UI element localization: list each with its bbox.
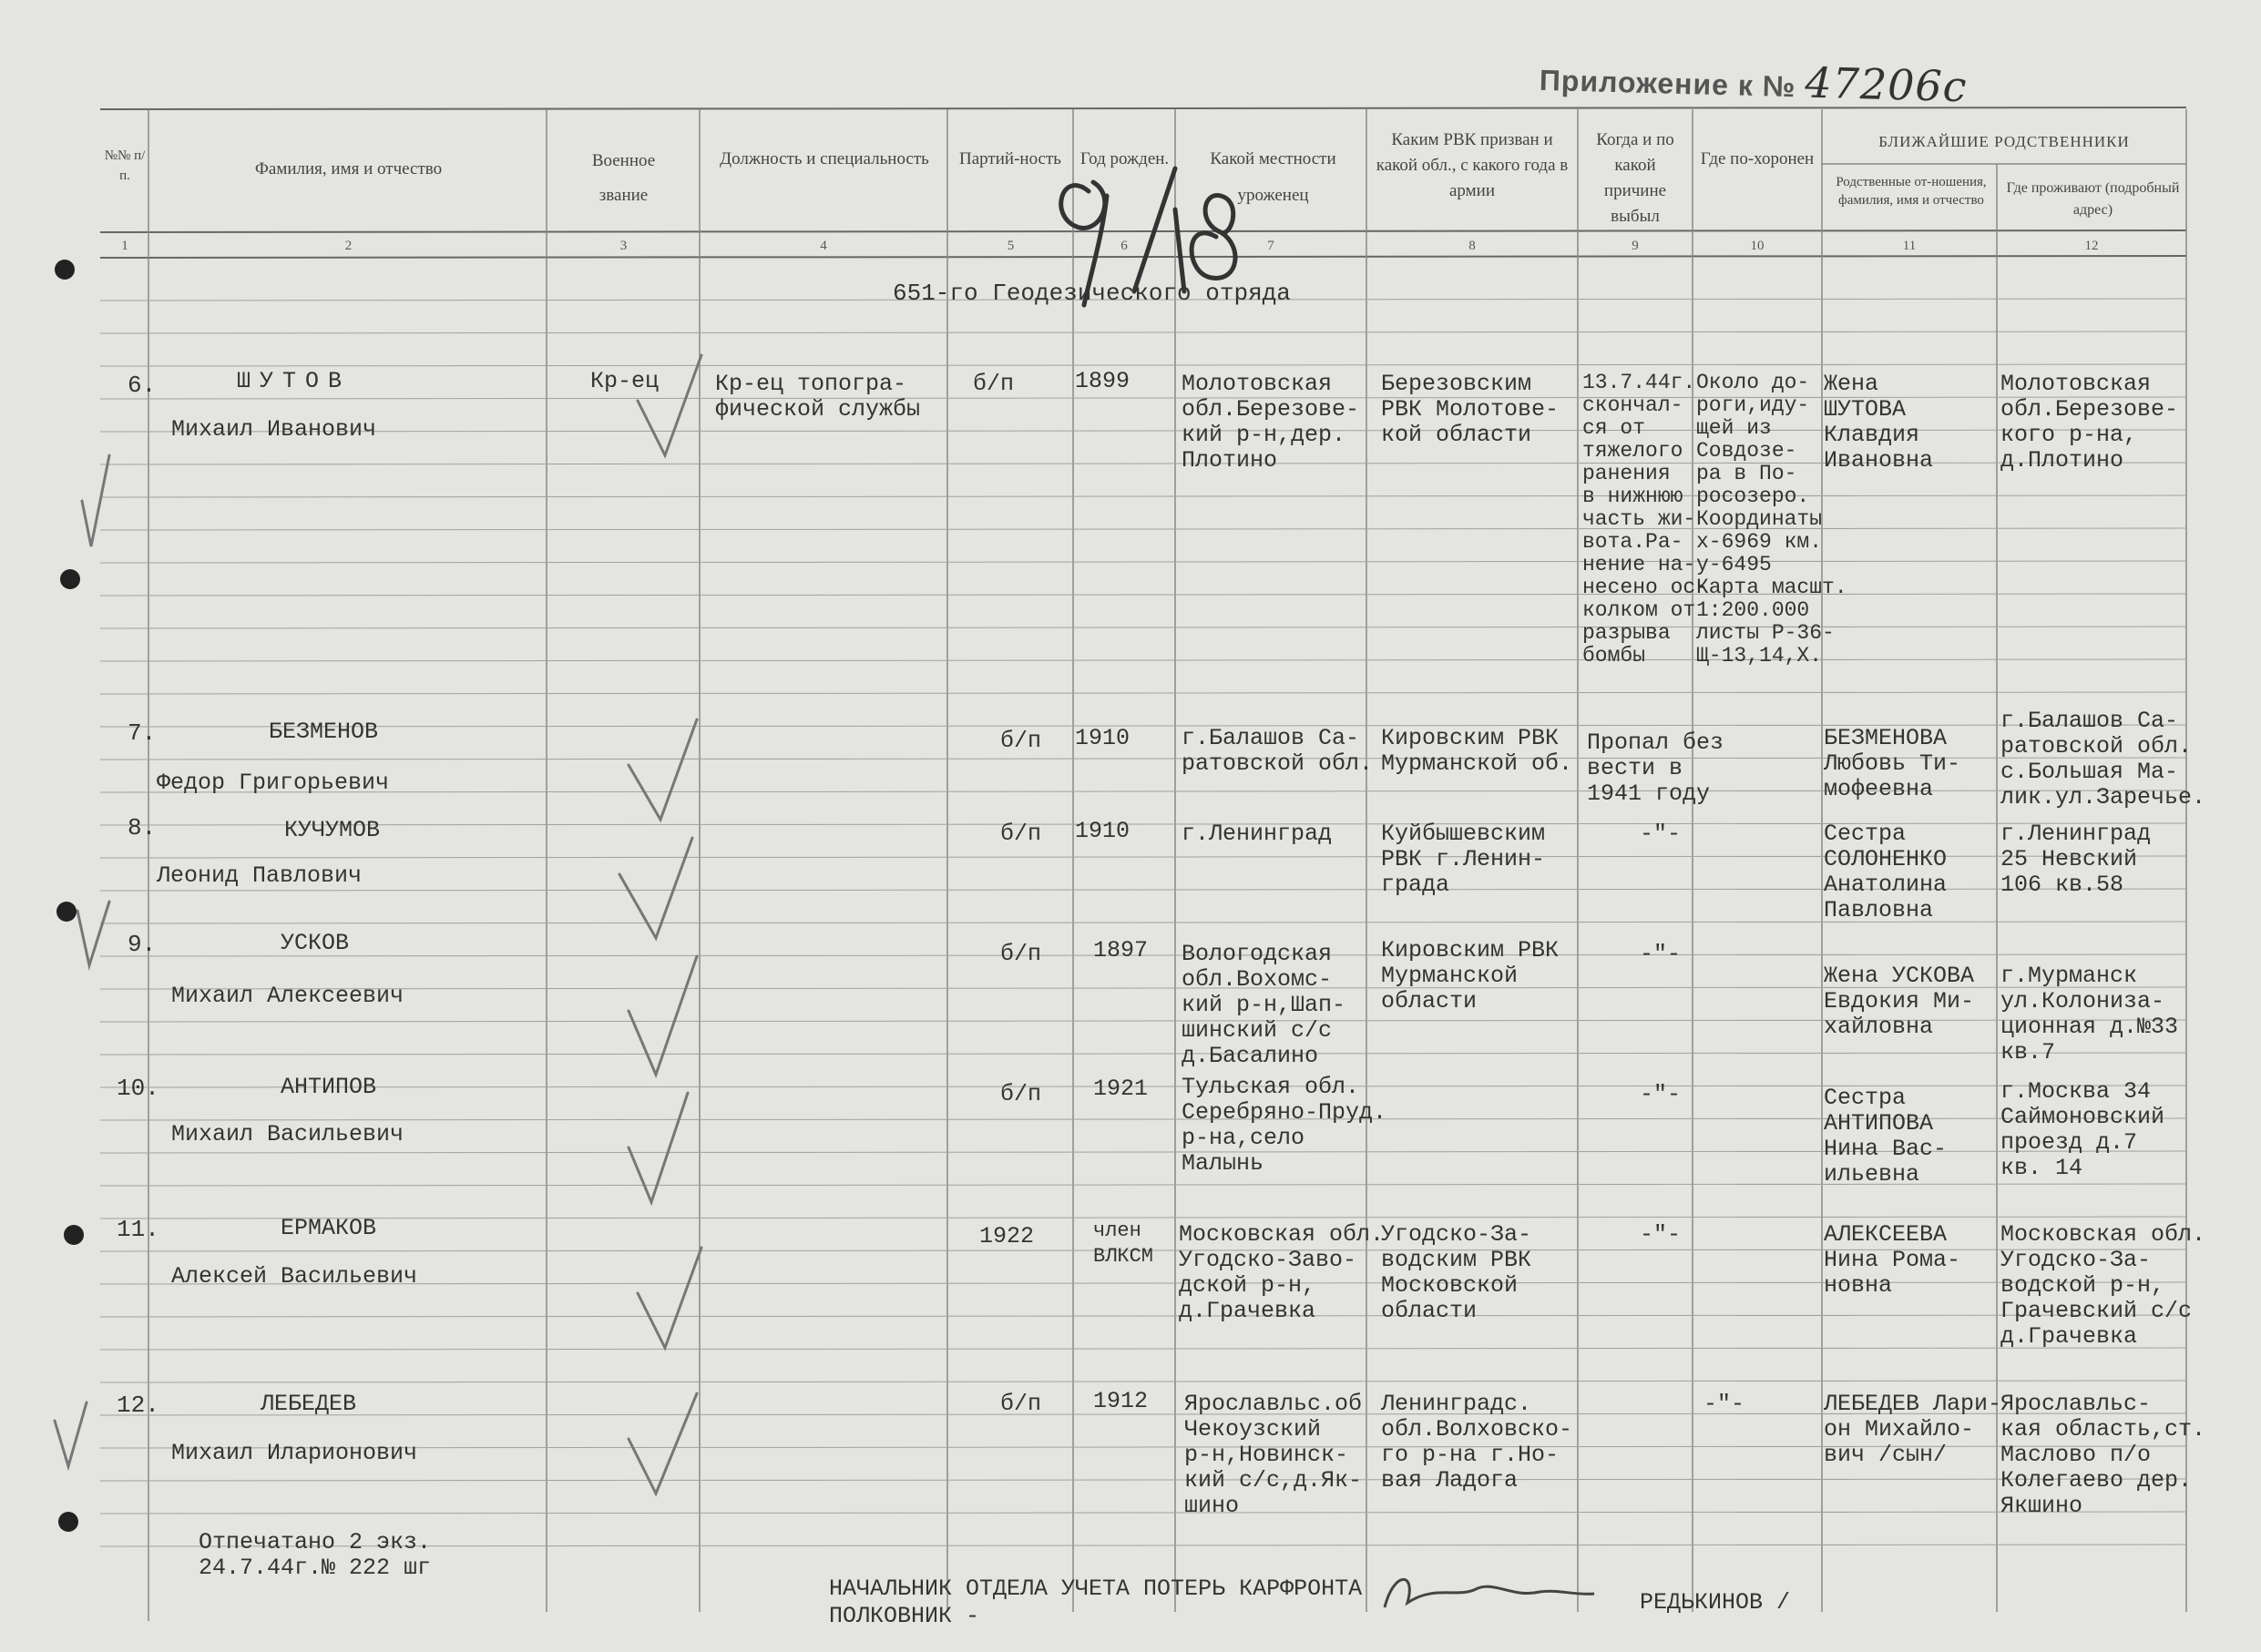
row-birth-year: 1922 (979, 1223, 1035, 1249)
row-birthplace: г.Ленинград (1182, 821, 1333, 847)
row-number: 7. (128, 719, 157, 747)
row-surname: АНТИПОВ (281, 1074, 377, 1100)
punch-hole (55, 260, 75, 280)
row-given-name: Леонид Павлович (157, 862, 363, 889)
row-birth-year: 1897 (1093, 937, 1149, 964)
row-birth-year: 1910 (1075, 725, 1130, 751)
row-party: б/п (1000, 728, 1042, 754)
row-address: г.Мурманск ул.Колониза- ционная д.№33 кв.7 (2000, 963, 2179, 1066)
row-when-left: -"- (1640, 1081, 1682, 1107)
row-address: Московская обл. Угодско-За- водской р-н, Грачевский с/с д.Грачевка (2000, 1221, 2206, 1350)
col-num-2: 2 (344, 239, 353, 253)
row-surname: КУЧУМОВ (284, 817, 381, 843)
row-birth-year: 1899 (1075, 368, 1130, 394)
row-when-left: -"- (1640, 1221, 1682, 1248)
col-header-10: Где по-хоронен (1700, 149, 1815, 168)
row-rvk: Куйбышевским РВК г.Ленин- града (1381, 821, 1546, 898)
print-note: Отпечатано 2 экз. 24.7.44г.№ 222 шг (199, 1529, 432, 1581)
col-num-1: 1 (121, 239, 128, 253)
row-number: 10. (117, 1075, 159, 1102)
col-header-11: Родственные от-ношения, фамилия, имя и отчество (1836, 175, 1987, 208)
row-position: Кр-ец топогра- фической службы (715, 371, 921, 423)
row-number: 6. (128, 372, 157, 399)
row-address: г.Москва 34 Саймоновский проезд д.7 кв. 14 (2000, 1078, 2165, 1181)
row-address: г.Ленинград 25 Невский 106 кв.58 (2000, 821, 2152, 898)
row-number: 12. (117, 1392, 159, 1419)
row-when-left: 13.7.44г. скончал- ся от тяжелого ранения в нижнюю часть жи- вота.Ра- нение на- несено ос- колком от разрыва бомбы (1582, 371, 1709, 668)
row-given-name: Михаил Иларионович (171, 1440, 418, 1466)
row-when-left: -"- (1640, 821, 1682, 847)
row-when-left: -"- (1640, 941, 1682, 967)
row-relative: БЕЗМЕНОВА Любовь Ти- мофеевна (1824, 725, 1961, 802)
col-num-7: 7 (1267, 239, 1274, 253)
col-header-3: Военное звание (591, 151, 656, 205)
row-party: б/п (973, 371, 1015, 397)
appendix-label: Приложение к № (1539, 63, 1796, 104)
row-party: б/п (1000, 1081, 1042, 1107)
col-header-2: Фамилия, имя и отчество (254, 159, 443, 178)
section-title: 651-го Геодезического отряда (893, 280, 1291, 307)
row-birthplace: Вологодская обл.Вохомс- кий р-н,Шап- шинский с/с д.Басалино (1182, 941, 1346, 1069)
row-party: б/п (1000, 821, 1042, 847)
col-num-4: 4 (820, 239, 827, 253)
row-rank: Кр-ец (590, 368, 660, 394)
col-num-12: 12 (2084, 239, 2099, 253)
row-given-name: Федор Григорьевич (157, 770, 390, 796)
punch-hole (60, 569, 80, 589)
row-given-name: Алексей Васильевич (171, 1263, 418, 1290)
row-birth-year: 1921 (1093, 1076, 1149, 1102)
row-number: 11. (117, 1216, 159, 1243)
col-num-6: 6 (1120, 239, 1128, 253)
row-birthplace: Московская обл. Угодско-Заво- дской р-н, д.Грачевка (1179, 1221, 1385, 1324)
row-relative: Сестра СОЛОНЕНКО Анатолина Павловна (1824, 821, 1948, 923)
row-relative: АЛЕКСЕЕВА Нина Рома- новна (1824, 1221, 1961, 1299)
row-party: б/п (1000, 941, 1042, 967)
row-buried: Около до- роги,иду- щей из Совдозе- ра в По- росозеро. Координаты х-6969 км. у-6495 Карта масшт. 1:200.000 листы Р-36- Щ-13,14,Х. (1696, 371, 1847, 668)
col-num-9: 9 (1632, 239, 1639, 253)
punch-hole (64, 1225, 84, 1245)
row-rvk: Кировским РВК Мурманской об. (1381, 725, 1573, 777)
col-header-12: Где проживают (подробный адрес) (2006, 180, 2180, 218)
appendix-number: 47206с (1804, 57, 1969, 112)
row-birthplace: Молотовская обл.Березове- кий р-н,дер. Плотино (1182, 371, 1360, 474)
row-when-left: -"- (1703, 1391, 1745, 1417)
row-surname: ЛЕБЕДЕВ (261, 1391, 357, 1417)
col-header-7: Какой местности уроженец (1210, 149, 1336, 205)
row-rvk: Угодско-За- водским РВК Московской области (1381, 1221, 1532, 1324)
row-surname: ШУТОВ (237, 368, 352, 394)
punch-hole (56, 902, 77, 922)
row-address: г.Балашов Са- ратовской обл. с.Большая Ма- лик.ул.Заречье. (2000, 708, 2206, 811)
row-birthplace: Тульская обл. Серебряно-Пруд. р-на,село Малынь (1182, 1074, 1387, 1177)
row-address: Молотовская обл.Березове- кого р-на, д.Плотино (2000, 371, 2179, 474)
row-party: б/п (1000, 1391, 1042, 1417)
row-surname: ЕРМАКОВ (281, 1215, 377, 1241)
col-header-4: Должность и специальность (720, 149, 929, 168)
row-rvk: Березовским РВК Молотове- кой области (1381, 371, 1560, 448)
row-surname: БЕЗМЕНОВ (269, 719, 379, 745)
row-given-name: Михаил Алексеевич (171, 983, 404, 1009)
row-number: 9. (128, 931, 157, 958)
col-header-6: Год рожден. (1079, 149, 1170, 168)
punch-hole (58, 1512, 78, 1532)
row-relative: ЛЕБЕДЕВ Лари- он Михайло- вич /сын/ (1824, 1391, 2002, 1468)
row-relative: Сестра АНТИПОВА Нина Вас- ильевна (1824, 1085, 1948, 1188)
col-header-8: Каким РВК призван и какой обл., с какого года в армии (1376, 130, 1569, 200)
col-header-5: Партий-ность (959, 149, 1061, 168)
row-number: 8. (128, 814, 157, 841)
row-birthplace: г.Балашов Са- ратовской обл. (1182, 725, 1374, 777)
signer-name: РЕДЬКИНОВ / (1640, 1589, 1791, 1616)
chief-signature-block: НАЧАЛЬНИК ОТДЕЛА УЧЕТА ПОТЕРЬ КАРФРОНТА ПОЛКОВНИК - (829, 1576, 1363, 1629)
row-relative: Жена ШУТОВА Клавдия Ивановна (1824, 371, 1934, 474)
row-address: Ярославльс- кая область,ст. Маслово п/о Колегаево дер. Якшино (2000, 1391, 2206, 1519)
col-header-1: №№ п/п. (104, 148, 146, 183)
col-header-9: Когда и по какой причине выбыл (1596, 130, 1674, 226)
row-party: член ВЛКСМ (1093, 1219, 1154, 1268)
row-rvk: Ленинградс. обл.Волховско- го р-на г.Но- вая Ладога (1381, 1391, 1573, 1494)
relatives-header: БЛИЖАЙШИЕ РОДСТВЕННИКИ (1878, 133, 2130, 150)
col-num-3: 3 (619, 239, 628, 253)
col-num-8: 8 (1468, 239, 1476, 253)
row-rvk: Кировским РВК Мурманской области (1381, 937, 1560, 1015)
row-birth-year: 1910 (1075, 818, 1130, 844)
row-birthplace: Ярославльс.об Чекоузский р-н,Новинск- кий с/с,д.Як- шино (1184, 1391, 1363, 1519)
row-given-name: Михаил Иванович (171, 416, 377, 443)
row-surname: УСКОВ (281, 930, 350, 956)
row-relative: Жена УСКОВА Евдокия Ми- хайловна (1824, 963, 1975, 1040)
col-num-10: 10 (1750, 239, 1765, 253)
col-num-11: 11 (1902, 239, 1917, 253)
col-num-5: 5 (1007, 239, 1015, 253)
row-when-left: Пропал без вести в 1941 году (1587, 729, 1724, 807)
row-given-name: Михаил Васильевич (171, 1121, 404, 1147)
row-birth-year: 1912 (1093, 1388, 1149, 1414)
